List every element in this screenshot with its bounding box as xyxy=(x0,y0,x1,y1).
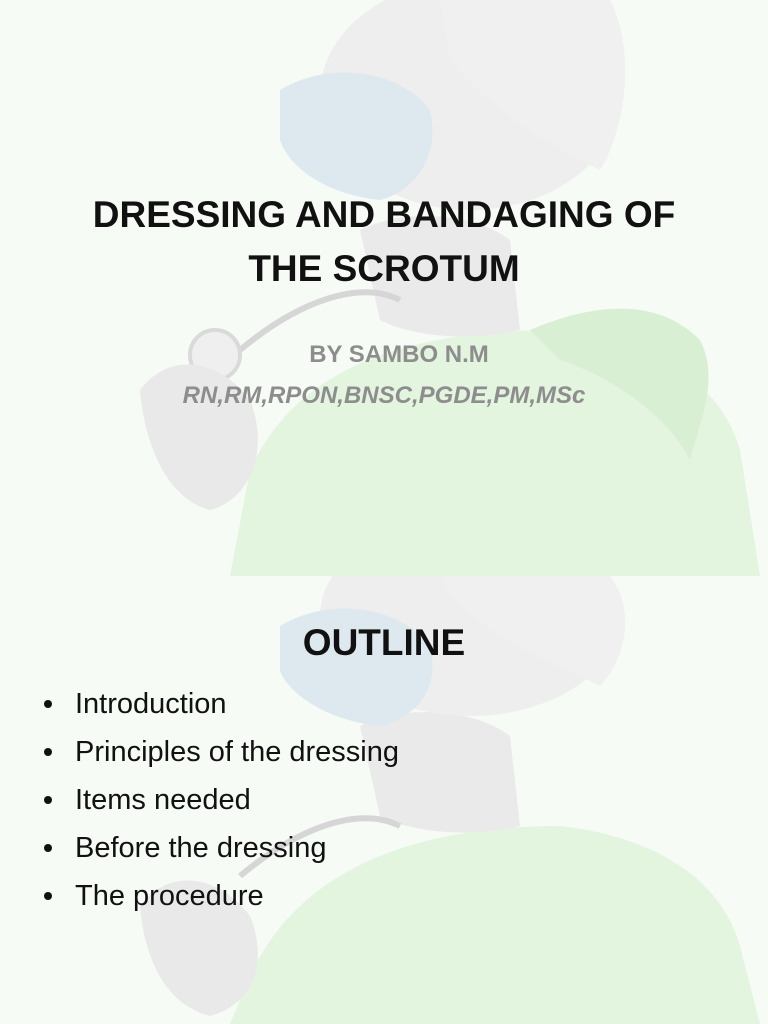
bullet-icon xyxy=(44,700,52,708)
outline-list xyxy=(44,680,399,920)
outline-title: OUTLINE xyxy=(302,622,466,663)
author-credentials: RN,RM,RPON,BNSC,PGDE,PM,MSc xyxy=(182,382,586,409)
title-line-2: THE SCROTUM xyxy=(248,248,520,289)
list-item xyxy=(44,680,399,728)
list-item xyxy=(44,824,399,872)
slide-title xyxy=(40,188,728,296)
author-name: BY SAMBO N.M xyxy=(309,341,489,368)
list-item-text: Introduction xyxy=(75,688,227,720)
bullet-icon xyxy=(44,796,52,804)
title-line-1: DRESSING AND BANDAGING OF xyxy=(92,194,676,235)
bullet-icon xyxy=(44,844,52,852)
list-item-text: Before the dressing xyxy=(75,832,327,864)
list-item xyxy=(44,872,399,920)
list-item xyxy=(44,728,399,776)
bullet-icon xyxy=(44,892,52,900)
outline-slide xyxy=(0,576,768,1024)
list-item-text: Items needed xyxy=(75,784,251,816)
list-item-text: Principles of the dressing xyxy=(75,736,399,768)
author-block xyxy=(0,336,768,416)
list-item xyxy=(44,776,399,824)
bullet-icon xyxy=(44,748,52,756)
list-item-text: The procedure xyxy=(75,880,264,912)
